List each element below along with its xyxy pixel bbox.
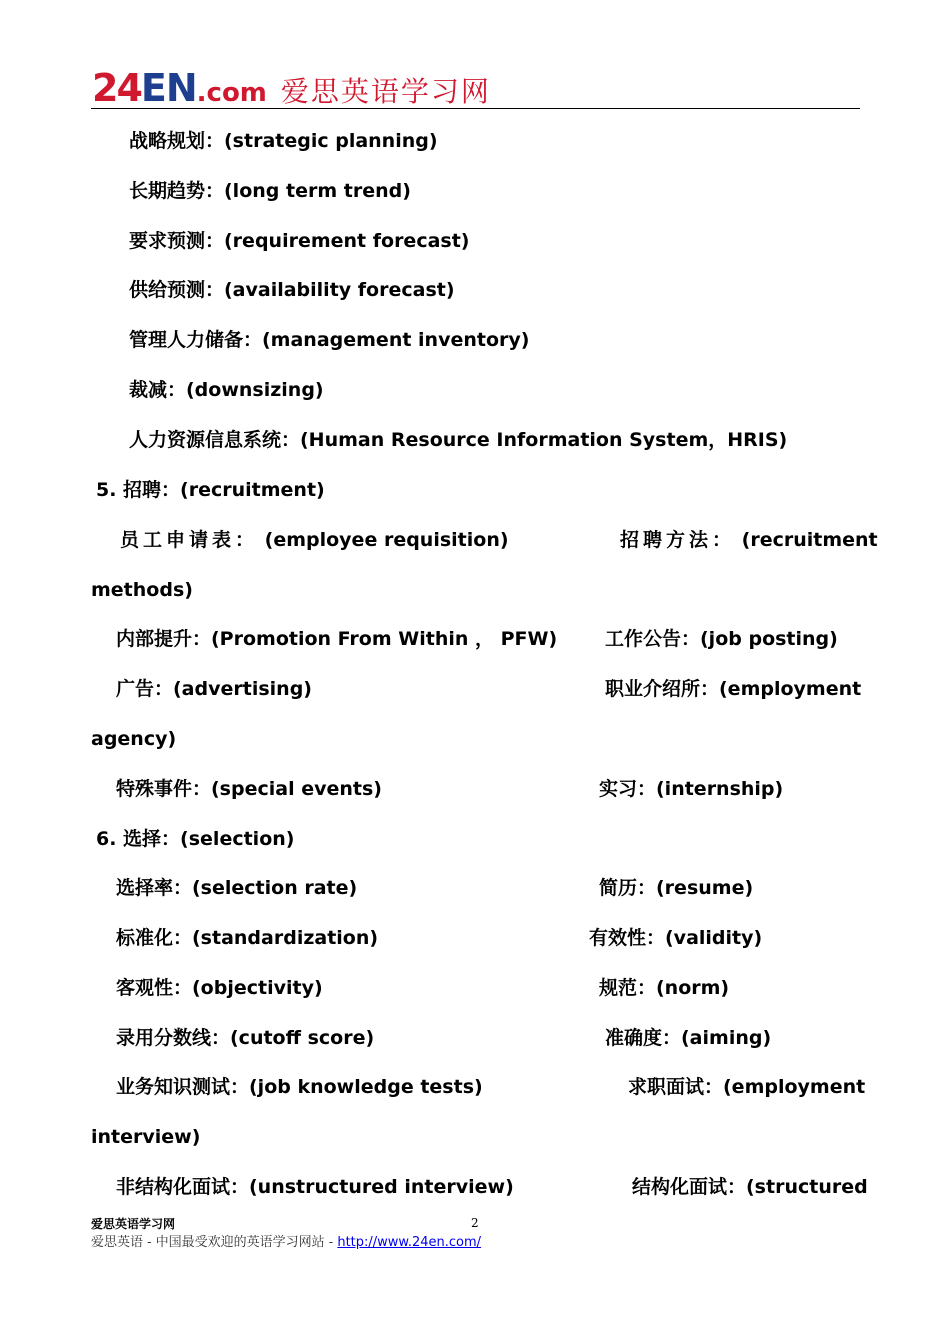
term-right: 实习：(internship) bbox=[599, 778, 784, 800]
term-right: 结构化面试：(structured bbox=[632, 1176, 868, 1198]
term-right: 准确度：(aiming) bbox=[605, 1027, 772, 1049]
term-line: 战略规划：(strategic planning) bbox=[129, 130, 438, 152]
footer-url-link[interactable]: http://www.24en.com/ bbox=[337, 1235, 482, 1250]
term-line: 管理人力储备：(management inventory) bbox=[129, 329, 530, 351]
footer-tagline-text: 爱思英语 - 中国最受欢迎的英语学习网站 - bbox=[91, 1235, 338, 1250]
term-left bbox=[120, 528, 509, 552]
term-left: 录用分数线：(cutoff score) bbox=[116, 1027, 375, 1049]
section-heading: 5. 招聘：(recruitment) bbox=[96, 479, 325, 501]
logo-com: .com bbox=[196, 78, 267, 108]
term-left: 选择率：(selection rate) bbox=[116, 877, 358, 899]
term-line: 长期趋势：(long term trend) bbox=[129, 180, 411, 202]
section-heading: 6. 选择：(selection) bbox=[96, 828, 295, 850]
site-logo[interactable] bbox=[92, 66, 491, 108]
header-divider bbox=[91, 108, 860, 109]
logo-chinese-name: 爱思英语学习网 bbox=[280, 75, 491, 108]
term-cn: 招聘方法： bbox=[620, 529, 736, 551]
term-line: 供给预测：(availability forecast) bbox=[129, 279, 455, 301]
logo-en: EN bbox=[140, 66, 197, 110]
term-wrap: agency) bbox=[91, 728, 177, 750]
term-line: 要求预测：(requirement forecast) bbox=[129, 230, 470, 252]
footer-site-name: 爱思英语学习网 bbox=[91, 1217, 176, 1231]
term-right: 求职面试：(employment bbox=[628, 1076, 866, 1098]
term-wrap: interview) bbox=[91, 1126, 201, 1148]
term-right: 职业介绍所：(employment bbox=[605, 678, 862, 700]
term-cn: 员工申请表： bbox=[120, 529, 259, 551]
term-left: 客观性：(objectivity) bbox=[116, 977, 323, 999]
term-right: 工作公告：(job posting) bbox=[605, 628, 838, 650]
term-left: 内部提升：(Promotion From Within ， PFW) bbox=[116, 628, 558, 650]
page-number: 2 bbox=[471, 1216, 479, 1230]
term-wrap: methods) bbox=[91, 579, 193, 601]
term-left: 非结构化面试：(unstructured interview) bbox=[116, 1176, 514, 1198]
term-line: 裁减：(downsizing) bbox=[129, 379, 324, 401]
footer-tagline bbox=[91, 1231, 481, 1250]
logo-number: 24 bbox=[92, 66, 141, 110]
term-left: 业务知识测试：(job knowledge tests) bbox=[116, 1076, 483, 1098]
term-line: 人力资源信息系统：(Human Resource Information System，HRIS) bbox=[129, 429, 788, 451]
term-en: (employee requisition) bbox=[264, 529, 509, 551]
term-left: 特殊事件：(special events) bbox=[116, 778, 382, 800]
term-right: 简历：(resume) bbox=[599, 877, 754, 899]
term-right bbox=[620, 528, 878, 552]
term-right: 规范：(norm) bbox=[599, 977, 730, 999]
term-left: 广告：(advertising) bbox=[116, 678, 312, 700]
term-left: 标准化：(standardization) bbox=[116, 927, 379, 949]
term-right: 有效性：(validity) bbox=[589, 927, 763, 949]
term-en: (recruitment bbox=[741, 529, 878, 551]
